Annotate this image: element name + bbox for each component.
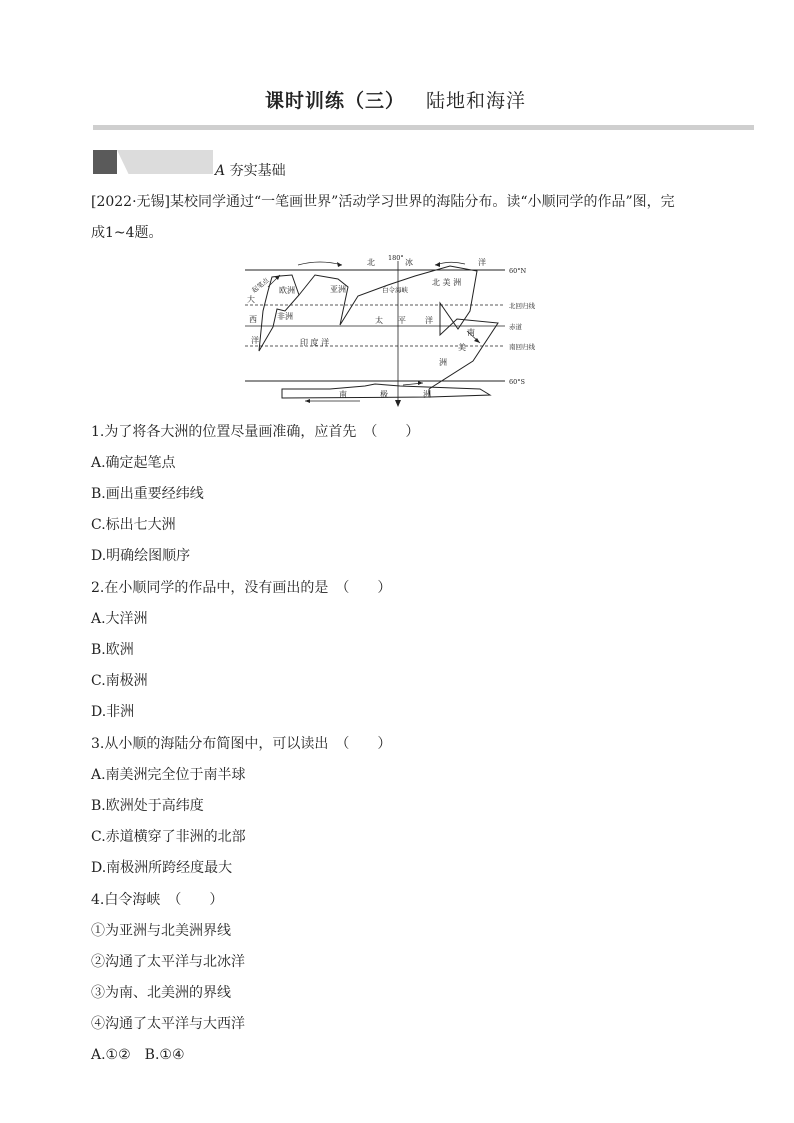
question-1-stem: 1.为了将各大洲的位置尽量画准确，应首先 （ ） [91, 424, 420, 440]
world-sea-land-map [240, 251, 560, 408]
page-subtitle: 陆地和海洋 [426, 90, 527, 112]
label-atlantic-1: 大 [247, 295, 255, 304]
label-north: 北 [367, 258, 375, 267]
q1-option-d: D.明确绘图顺序 [91, 548, 191, 564]
label-asia: 亚洲 [330, 285, 346, 294]
intro-line-2: 成1~4题。 [91, 225, 163, 241]
q2-option-d: D.非洲 [91, 704, 135, 720]
q2-option-b: B.欧洲 [91, 642, 134, 658]
q4-statement-3: ③为南、北美洲的界线 [91, 985, 231, 1001]
label-pacific-3: 洋 [425, 316, 433, 325]
q1-option-b: B.画出重要经纬线 [91, 486, 204, 502]
label-atlantic-3: 洋 [251, 336, 259, 345]
section-letter: A [215, 163, 226, 179]
label-sa-1: 南 [467, 328, 475, 337]
label-sa-3: 洲 [439, 358, 447, 367]
intro-line-1: [2022·无锡]某校同学通过“一笔画世界”活动学习世界的海陆分布。读“小顺同学的作品”图，完 [91, 194, 675, 210]
q3-option-c: C.赤道横穿了非洲的北部 [91, 829, 246, 845]
label-tropic-north: 北回归线 [509, 302, 535, 310]
q2-option-c: C.南极洲 [91, 673, 148, 689]
page-title: 课时训练（三） [265, 90, 406, 112]
label-60s: 60°S [509, 378, 525, 386]
section-label: 夯实基础 [229, 163, 286, 179]
label-ant-2: 极 [380, 390, 388, 399]
q4-statement-4: ④沟通了太平洋与大西洋 [91, 1016, 245, 1032]
label-sa-2: 美 [458, 343, 466, 352]
q4-statement-1: ①为亚洲与北美洲界线 [91, 923, 231, 939]
label-start-point: 起笔点 [250, 276, 271, 295]
label-equator: 赤道 [509, 323, 522, 331]
q1-option-c: C.标出七大洲 [91, 517, 176, 533]
question-4-stem: 4.白令海峡 （ ） [91, 892, 224, 908]
q3-option-a: A.南美洲完全位于南半球 [91, 767, 246, 783]
label-yang-north: 洋 [478, 258, 486, 267]
label-ice: 冰 [405, 258, 413, 267]
label-60n: 60°N [509, 267, 527, 275]
label-pacific-1: 太 [375, 316, 383, 325]
section-marker [93, 150, 213, 174]
label-north-america: 北 美 洲 [432, 278, 462, 287]
q4-options-ab: A.①② B.①④ [91, 1047, 185, 1063]
question-2-stem: 2.在小顺同学的作品中，没有画出的是 （ ） [91, 580, 392, 596]
page-header [0, 86, 794, 112]
label-europe: 欧洲 [279, 286, 295, 295]
label-tropic-south: 南回归线 [509, 343, 535, 351]
q2-option-a: A.大洋洲 [91, 611, 148, 627]
label-africa: 非洲 [277, 312, 293, 321]
label-indian-ocean: 印 度 洋 [300, 338, 330, 347]
question-3-stem: 3.从小顺的海陆分布简图中，可以读出 （ ） [91, 736, 392, 752]
q1-option-a: A.确定起笔点 [91, 455, 176, 471]
q3-option-b: B.欧洲处于高纬度 [91, 798, 204, 814]
q4-statement-2: ②沟通了太平洋与北冰洋 [91, 954, 245, 970]
q3-option-d: D.南极洲所跨经度最大 [91, 860, 233, 876]
title-divider [93, 125, 754, 130]
label-bering: 白令海峡 [382, 286, 408, 294]
label-ant-3: 洲 [423, 390, 431, 399]
label-180: 180° [388, 254, 404, 262]
label-atlantic-2: 西 [249, 315, 257, 324]
section-heading [215, 160, 286, 180]
label-pacific-2: 平 [398, 316, 406, 325]
label-ant-1: 南 [339, 390, 347, 399]
